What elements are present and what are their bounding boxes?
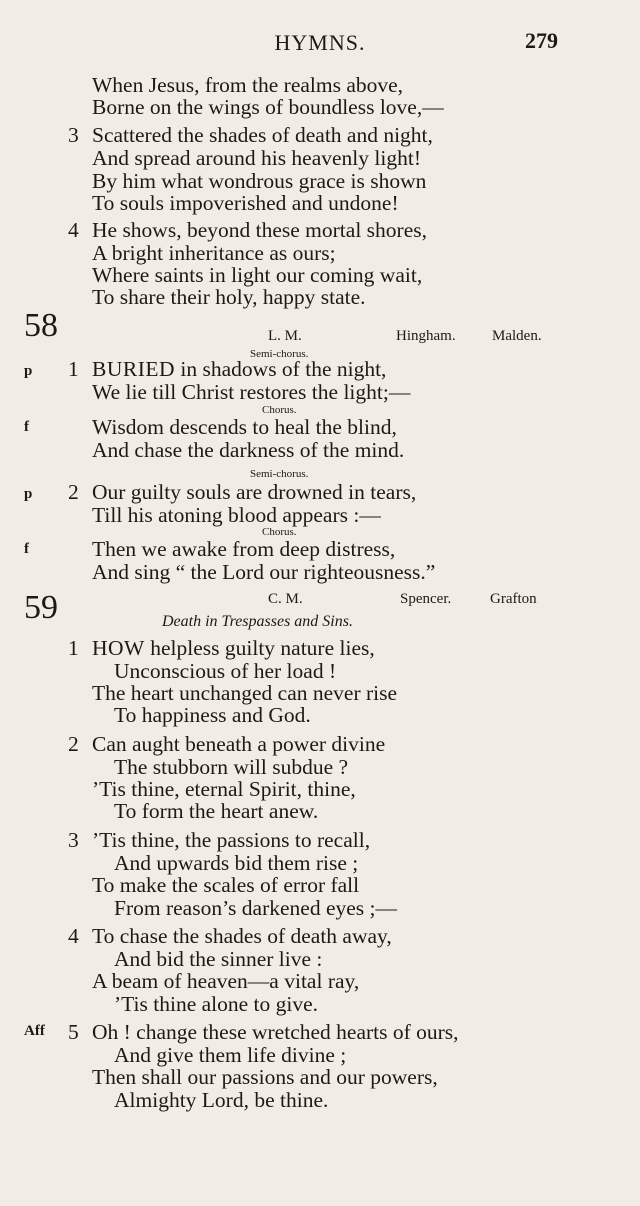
tune-name: Malden. [492,328,542,344]
hymn-line: Then we awake from deep distress, [92,537,396,561]
first-word: HOW [92,636,145,660]
semi-chorus-label: Semi-chorus. [250,348,309,360]
verse-number: 2 [68,480,79,504]
hymn-line: To happiness and God. [114,703,311,727]
page-number: 279 [525,28,558,53]
hymn-line: The stubborn will subdue ? [114,755,349,779]
hymn-line: We lie till Christ restores the light;— [92,380,411,404]
hymn-line: Wisdom descends to heal the blind, [92,415,397,439]
tune-name: Hingham. [396,328,456,344]
hymn-line: And spread around his heavenly light! [92,146,421,170]
hymn-subtitle: Death in Trespasses and Sins. [162,613,353,630]
verse-number: 1 [68,636,79,660]
hymn-line: And chase the darkness of the mind. [92,438,405,462]
dynamic-marking: p [24,363,33,379]
hymn-line [92,637,375,659]
verse-number: 3 [68,828,79,852]
hymn-line [92,358,386,380]
hymn-line: And give them life divine ; [114,1043,347,1067]
hymn-line: To make the scales of error fall [92,873,360,897]
dynamic-marking: f [24,541,29,557]
hymn-line: Then shall our passions and our powers, [92,1065,438,1089]
verse-number: 3 [68,123,79,147]
hymn-line: Till his atoning blood appears :— [92,503,381,527]
chorus-label: Chorus. [262,404,297,416]
semi-chorus-label: Semi-chorus. [250,468,309,480]
verse-number: 1 [68,357,79,381]
line-rest: helpless guilty nature lies, [144,636,375,660]
hymn-line: To share their holy, happy state. [92,285,366,309]
hymn-line: When Jesus, from the realms above, [92,73,404,97]
verse-number: 2 [68,732,79,756]
running-header: HYMNS. [274,30,366,55]
dynamic-marking: f [24,419,29,435]
hymn-line: ’Tis thine, eternal Spirit, thine, [92,777,356,801]
hymn-line: He shows, beyond these mortal shores, [92,218,427,242]
hymn-number: 58 [24,307,58,344]
verse-number: 4 [68,924,79,948]
hymn-line: And sing “ the Lord our righteousness.” [92,560,436,584]
line-rest: in shadows of the night, [175,357,387,381]
hymn-line: To form the heart anew. [114,799,319,823]
tune-name: Spencer. [400,591,452,607]
hymn-line: And upwards bid them rise ; [114,851,359,875]
hymn-line: Can aught beneath a power divine [92,732,386,756]
hymn-line: ’Tis thine, the passions to recall, [92,828,371,852]
hymn-line: A beam of heaven—a vital ray, [92,969,360,993]
hymn-number: 59 [24,589,58,626]
meter: C. M. [268,591,303,607]
dynamic-marking: p [24,486,33,502]
hymn-line: By him what wondrous grace is shown [92,169,427,193]
hymn-line: To souls impoverished and undone! [92,191,399,215]
hymn-line: ’Tis thine alone to give. [114,992,319,1016]
hymn-line: Almighty Lord, be thine. [114,1088,329,1112]
hymn-line: Where saints in light our coming wait, [92,263,423,287]
chorus-label: Chorus. [262,526,297,538]
hymn-line: Our guilty souls are drowned in tears, [92,480,417,504]
hymn-line: And bid the sinner live : [114,947,323,971]
hymn-line: A bright inheritance as ours; [92,241,336,265]
hymn-line: The heart unchanged can never rise [92,681,398,705]
tune-name: Grafton [490,591,537,607]
hymn-line: Borne on the wings of boundless love,— [92,95,444,119]
hymn-line: To chase the shades of death away, [92,924,392,948]
dynamic-marking: Aff [24,1023,45,1039]
first-word: BURIED [92,357,176,381]
hymn-line: Unconscious of her load ! [114,659,337,683]
verse-number: 4 [68,218,79,242]
hymn-line: Oh ! change these wretched hearts of ours, [92,1020,459,1044]
hymn-line: Scattered the shades of death and night, [92,123,433,147]
hymn-line: From reason’s darkened eyes ;— [114,896,398,920]
verse-number: 5 [68,1020,79,1044]
meter: L. M. [268,328,302,344]
